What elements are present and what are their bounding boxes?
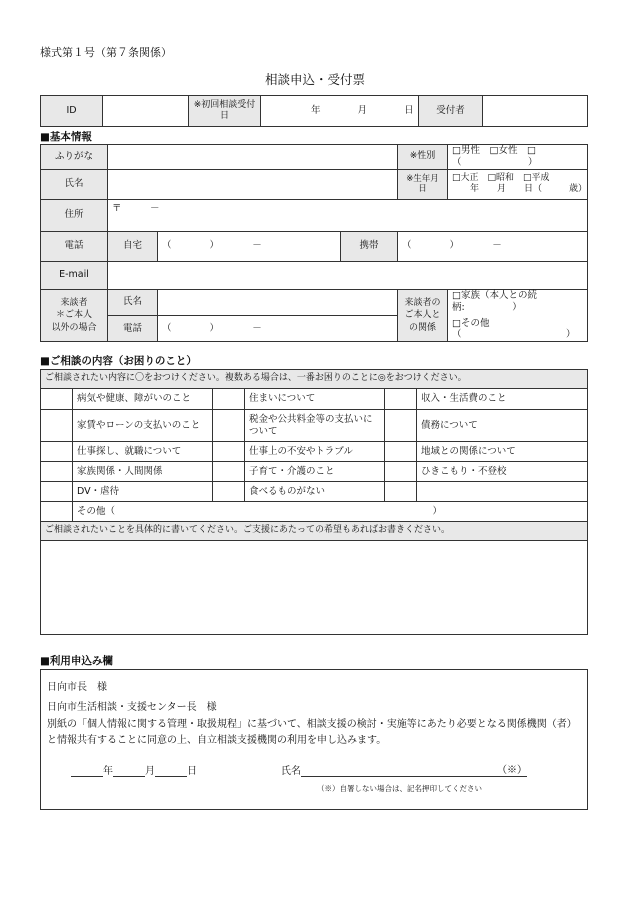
name-label: 氏名 — [41, 169, 108, 199]
form-number: 様式第１号（第７条関係） — [40, 46, 172, 59]
year-input[interactable] — [71, 765, 103, 777]
first-date-label: ※初回相談受付日 — [189, 96, 261, 127]
postal-mark: 〒 － — [112, 202, 160, 214]
check-cell[interactable] — [213, 410, 245, 442]
consult-section-title: ■ご相談の内容（お困りのこと） — [40, 355, 197, 367]
visitor-name-label: 氏名 — [108, 289, 158, 315]
first-date-field[interactable] — [261, 96, 419, 127]
page-title: 相談申込・受付票 — [264, 72, 365, 87]
address-label: 住所 — [41, 199, 108, 231]
check-cell[interactable] — [213, 462, 245, 482]
visitor-label: 来談者 ＊ご本人 以外の場合 — [41, 289, 108, 342]
id-label: ID — [41, 96, 103, 127]
check-cell[interactable] — [213, 442, 245, 462]
check-cell[interactable] — [213, 389, 245, 410]
visitor-name-field[interactable] — [158, 289, 398, 315]
email-field[interactable] — [108, 261, 588, 289]
other-close: ） — [432, 505, 443, 517]
receiver-field[interactable] — [483, 96, 588, 127]
topic-item: 仕事上の不安やトラブル — [245, 442, 385, 462]
year-unit: 年 — [103, 766, 113, 777]
application-section-title: ■利用申込み欄 — [40, 655, 113, 667]
topic-item: 地域との関係について — [417, 442, 588, 462]
topic-item: 病気や健康、障がいのこと — [73, 389, 213, 410]
header-table — [40, 95, 588, 127]
to-center: 日向市生活相談・支援センター長 様 — [47, 702, 217, 713]
mobile-label: 携帯 — [341, 231, 398, 261]
birth-eras[interactable]: □大正 □昭和 □平成 — [452, 173, 550, 183]
birth-label: ※生年月日 — [398, 169, 448, 199]
detail-instruction: ご相談されたいことを具体的に書いてください。ご支援にあたっての希望もあればお書きください。 — [41, 522, 588, 541]
date-line — [71, 762, 197, 777]
year-unit: 年 — [311, 105, 321, 117]
check-cell[interactable] — [41, 389, 73, 410]
month-unit: 月 — [145, 766, 155, 777]
application-box — [40, 669, 588, 810]
name-label: 氏名 — [281, 766, 301, 777]
day-input[interactable] — [155, 765, 187, 777]
home-phone-field[interactable]: （ ） － — [158, 231, 341, 261]
month-unit: 月 — [357, 105, 368, 117]
month-input[interactable] — [113, 765, 145, 777]
day-unit: 日 — [404, 105, 414, 117]
furigana-field[interactable] — [108, 145, 398, 170]
receiver-label: 受付者 — [419, 96, 483, 127]
relation-label: 来談者の ご本人と の関係 — [398, 289, 448, 342]
signature-note: （※）自署しない場合は、記名押印してください — [317, 784, 482, 793]
topic-item: 税金や公共料金等の支払いについて — [245, 410, 385, 442]
address-field[interactable] — [108, 199, 588, 231]
consult-table — [40, 369, 588, 635]
topic-item: 収入・生活費のこと — [417, 389, 588, 410]
furigana-label: ふりがな — [41, 145, 108, 170]
topic-item: DV・虐待 — [73, 482, 213, 502]
gender-label: ※性別 — [398, 145, 448, 170]
other-label: その他（ — [77, 505, 116, 517]
topic-item: 家賃やローンの支払いのこと — [73, 410, 213, 442]
consent-text: 別紙の「個人情報に関する管理・取扱規程」に基づいて、相談支援の検討・実施等にあたり必要となる関係機関（者）と情報共有することに同意の上、自立相談支援機関の利用を申し込みます。 — [47, 719, 577, 746]
topic-item: 子育て・介護のこと — [245, 462, 385, 482]
topic-item: 家族関係・人間関係 — [73, 462, 213, 482]
id-field[interactable] — [103, 96, 189, 127]
name-field[interactable] — [108, 169, 398, 199]
visitor-phone-field[interactable]: （ ） － — [158, 316, 398, 342]
topic-item: 食べるものがない — [245, 482, 385, 502]
relation-other[interactable]: □その他（ ） — [452, 317, 576, 341]
relation-family[interactable]: □家族（本人との続柄: ） — [452, 289, 537, 313]
detail-textarea[interactable] — [41, 541, 588, 635]
check-cell[interactable] — [385, 442, 417, 462]
signature-note-mark: （※） — [497, 765, 527, 776]
topic-item — [417, 482, 588, 502]
birth-ymd: 年 月 日（ 歳） — [470, 184, 588, 195]
to-mayor: 日向市長 様 — [47, 682, 107, 693]
basic-section-title: ■基本情報 — [40, 131, 92, 143]
check-cell[interactable] — [41, 482, 73, 502]
home-label: 自宅 — [108, 231, 158, 261]
check-cell[interactable] — [41, 502, 73, 522]
check-cell[interactable] — [385, 462, 417, 482]
check-cell[interactable] — [213, 482, 245, 502]
visitor-phone-label: 電話 — [108, 316, 158, 342]
topic-item: 債務について — [417, 410, 588, 442]
relation-field[interactable] — [448, 289, 588, 342]
email-label: E-mail — [41, 261, 108, 289]
check-cell[interactable] — [385, 410, 417, 442]
check-cell[interactable] — [41, 462, 73, 482]
birth-field[interactable] — [448, 169, 588, 199]
check-cell[interactable] — [41, 442, 73, 462]
signature-input[interactable] — [301, 765, 527, 777]
basic-info-table — [40, 144, 588, 342]
topic-item: 住まいについて — [245, 389, 385, 410]
topic-item: 仕事探し、就職について — [73, 442, 213, 462]
other-field[interactable] — [73, 502, 588, 522]
check-cell[interactable] — [385, 482, 417, 502]
phone-label: 電話 — [41, 231, 108, 261]
day-unit: 日 — [187, 766, 197, 777]
check-cell[interactable] — [41, 410, 73, 442]
consult-instruction: ご相談されたい内容に〇をおつけください。複数ある場合は、一番お困りのことに◎をおつけください。 — [41, 370, 588, 389]
check-cell[interactable] — [385, 389, 417, 410]
gender-options[interactable]: □男性 □女性 □（ ） — [448, 145, 588, 170]
signature-line — [281, 762, 527, 777]
mobile-field[interactable]: （ ） － — [398, 231, 588, 261]
topic-item: ひきこもり・不登校 — [417, 462, 588, 482]
